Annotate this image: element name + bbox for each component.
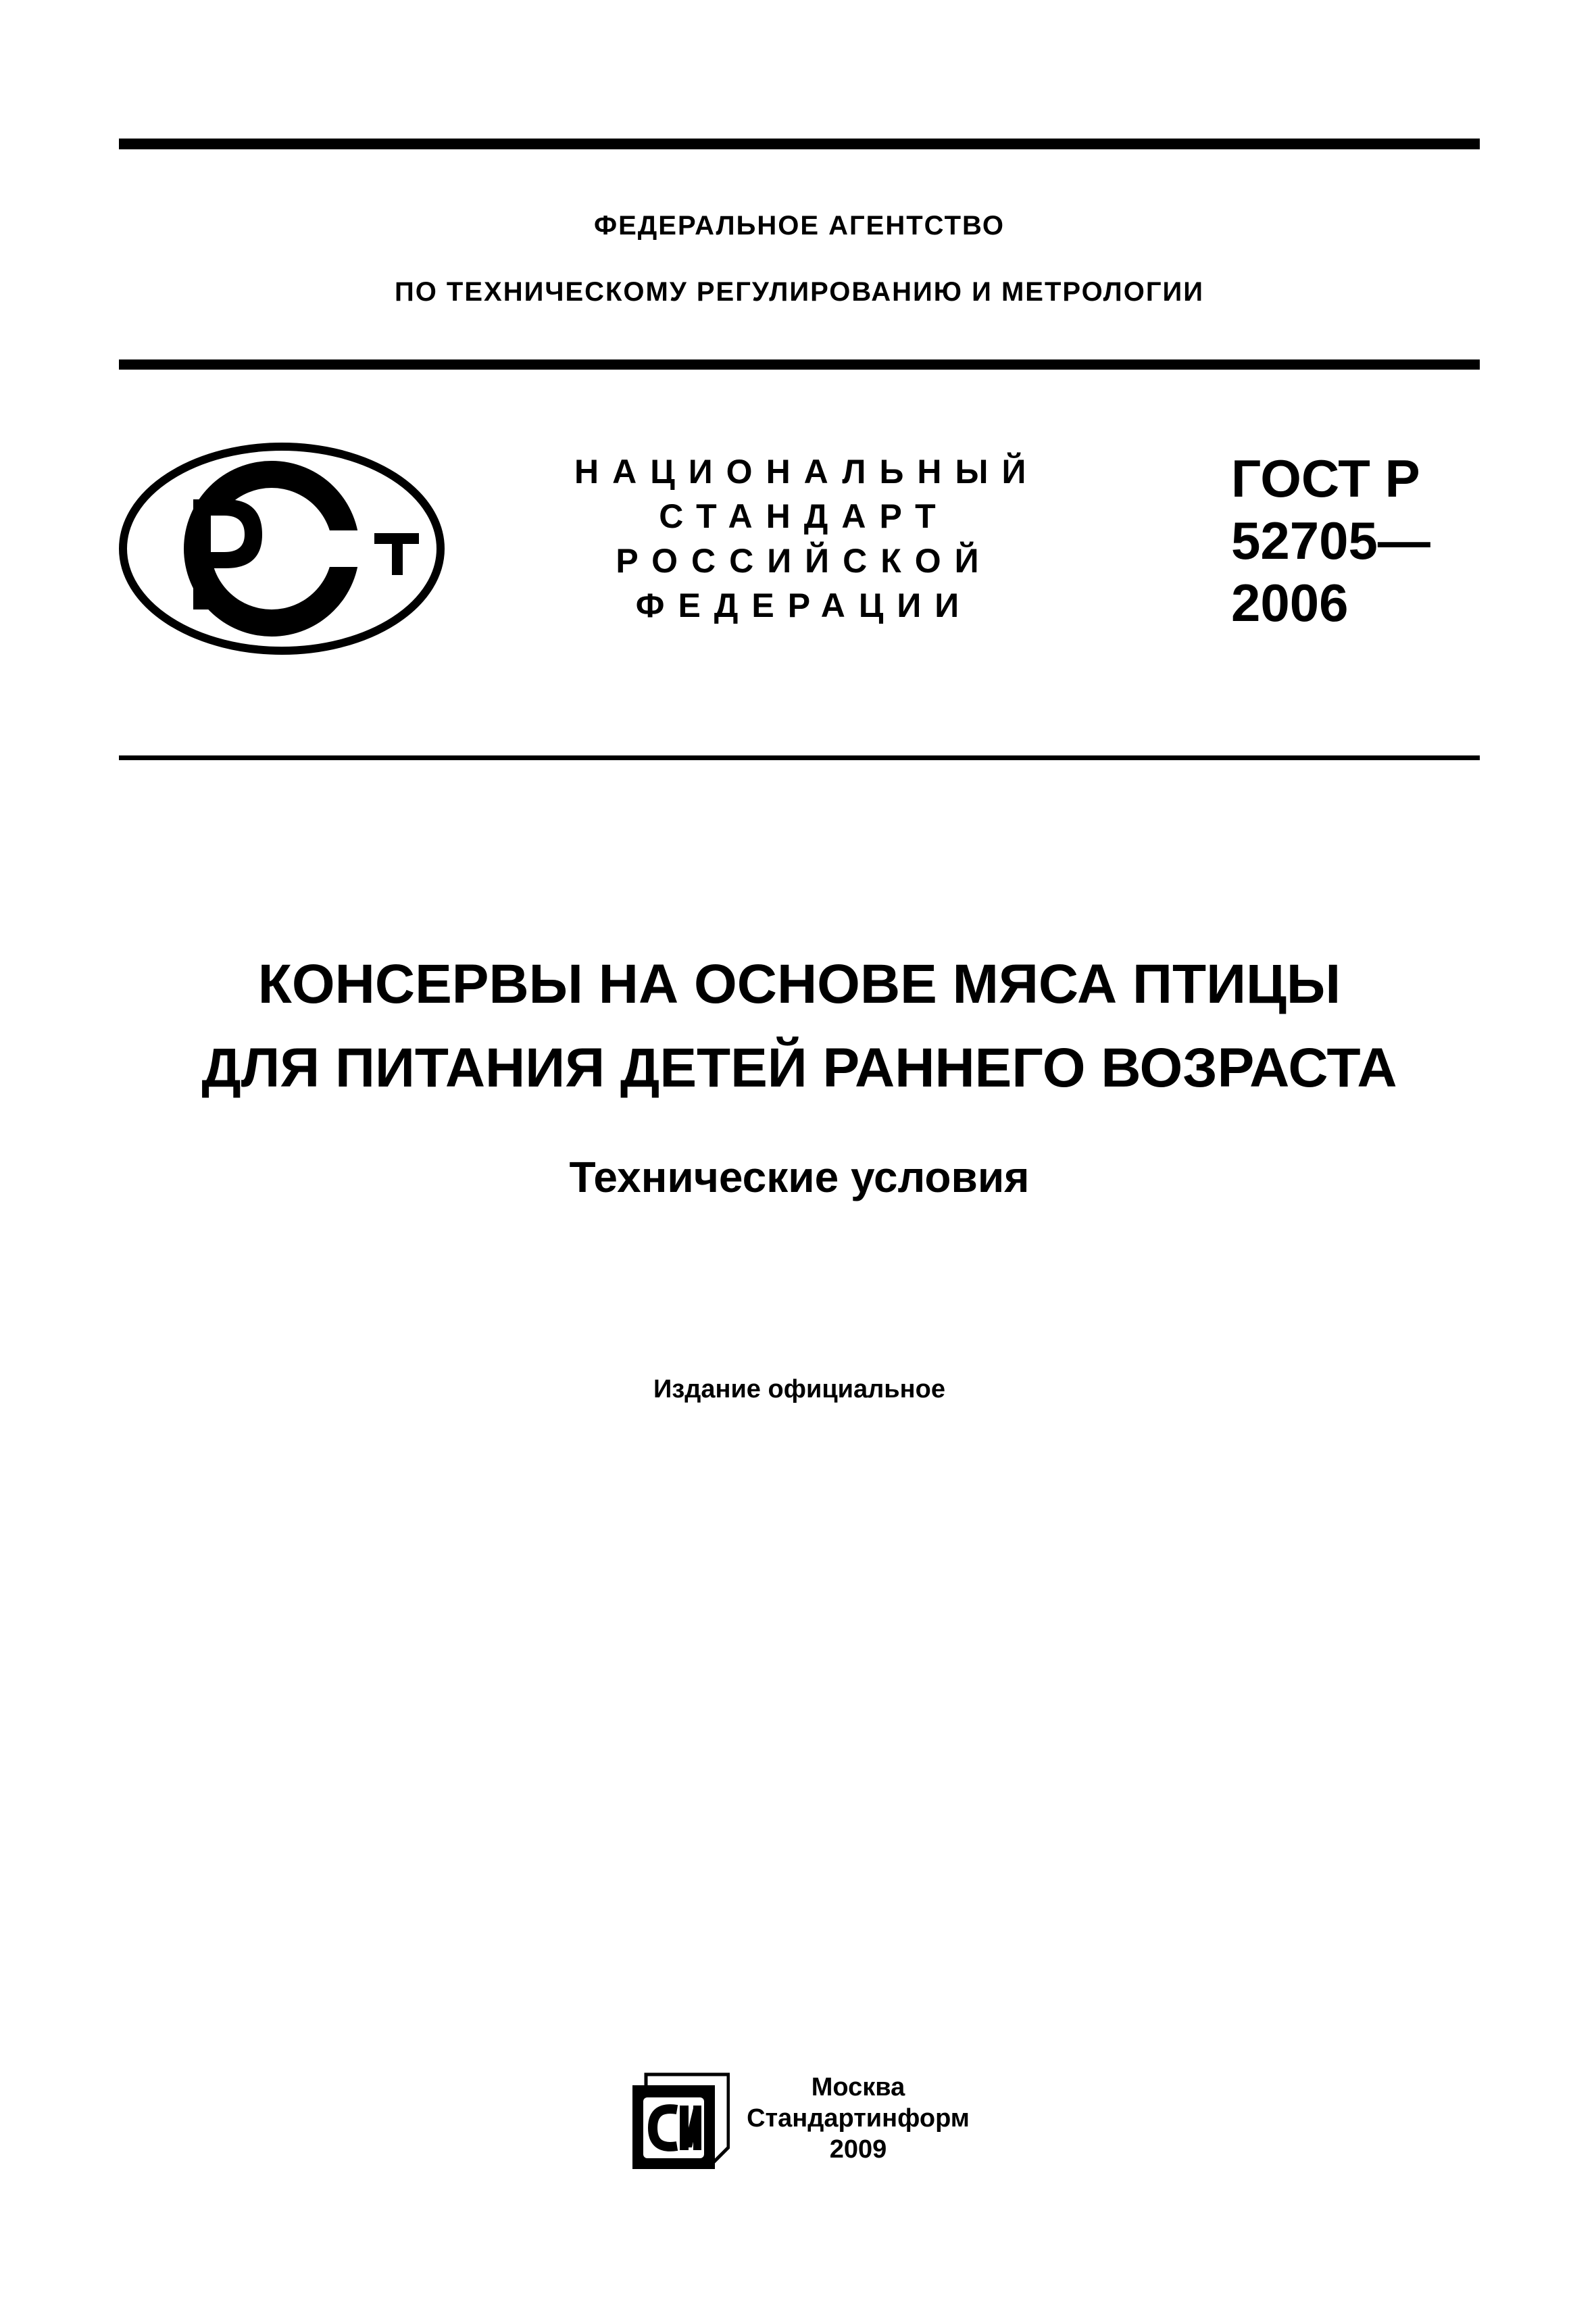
publisher-block [743,2072,973,2165]
document-subtitle: Технические условия [569,1153,1030,1201]
publisher-name: Стандартинформ [747,2104,970,2133]
edition-label: Издание официальное [653,1375,945,1403]
national-line-2: СТАНДАРТ [659,497,949,535]
designation-line-3: 2006 [1231,573,1349,632]
national-line-3: РОССИЙСКОЙ [616,542,993,580]
title-line-2: ДЛЯ ПИТАНИЯ ДЕТЕЙ РАННЕГО ВОЗРАСТА [201,1037,1397,1099]
agency-name-line-1: ФЕДЕРАЛЬНОЕ АГЕНТСТВО [593,211,1005,241]
title-line-1: КОНСЕРВЫ НА ОСНОВЕ МЯСА ПТИЦЫ [257,953,1341,1015]
middle-rule [119,359,1480,370]
designation-line-2: 52705— [1231,511,1430,570]
national-line-4: ФЕДЕРАЦИИ [635,587,973,624]
standartinform-logo-icon [628,2068,730,2169]
agency-name-line-2: ПО ТЕХНИЧЕСКОМУ РЕГУЛИРОВАНИЮ И МЕТРОЛОГИИ [394,277,1205,307]
publication-year: 2009 [829,2135,887,2164]
document-title [119,943,1480,1110]
national-standard-label [574,449,1040,628]
bottom-rule [119,755,1480,760]
publisher-city: Москва [811,2073,905,2101]
standard-designation [1231,447,1430,634]
designation-line-1: ГОСТ Р [1231,449,1420,508]
top-rule [119,139,1480,149]
rst-certification-mark-icon [118,441,446,656]
national-line-1: НАЦИОНАЛЬНЫЙ [574,453,1040,491]
